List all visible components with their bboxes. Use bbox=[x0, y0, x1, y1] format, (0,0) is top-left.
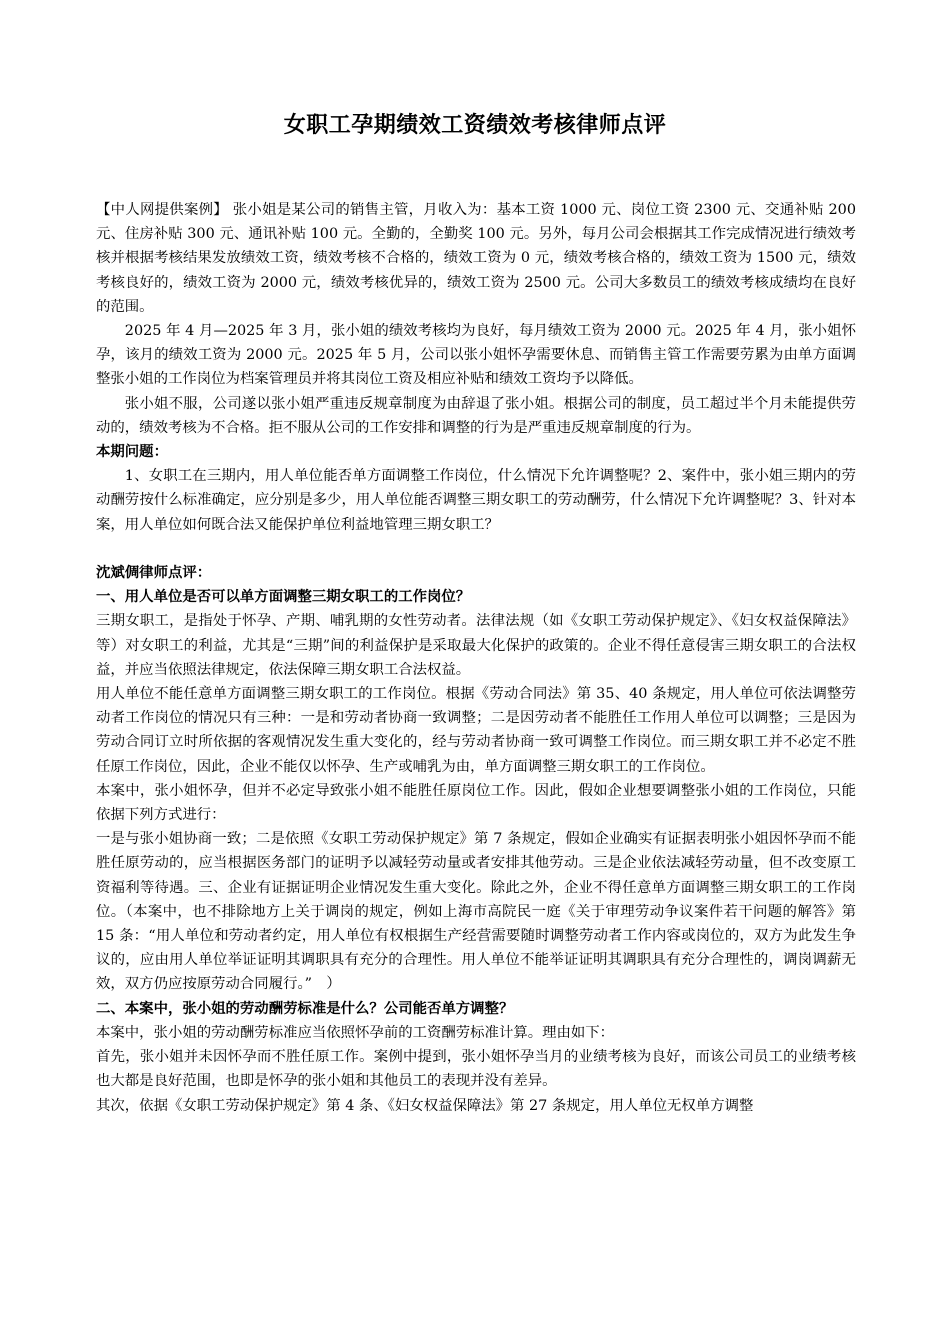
section-1-paragraph-1: 三期女职工，是指处于怀孕、产期、哺乳期的女性劳动者。法律法规（如《女职工劳动保护规定》、《妇女权益保障法》等）对女职工的利益，尤其是“三期”间的利益保护是采取最大化保护的政策的。企业不得任意侵害三期女职工的合法权益，并应当依照法律规定，依法保障三期女职工合法权益。 bbox=[96, 613, 856, 678]
section-2-paragraph-3: 其次，依据《女职工劳动保护规定》第 4 条、《妇女权益保障法》第 27 条规定，用人单位无权单方调整 bbox=[96, 1097, 754, 1114]
document-body bbox=[96, 198, 856, 1118]
section-2-paragraph-2: 首先，张小姐并未因怀孕而不胜任原工作。案例中提到，张小姐怀孕当月的业绩考核为良好，而该公司员工的业绩考核也大都是良好范围，也即是怀孕的张小姐和其他员工的表现并没有差异。 bbox=[96, 1049, 856, 1090]
section-1-paragraph-3: 本案中，张小姐怀孕，但并不必定导致张小姐不能胜任原岗位工作。因此，假如企业想要调整张小姐的工作岗位，只能依据下列方式进行： bbox=[96, 782, 856, 824]
document-title: 女职工孕期绩效工资绩效考核律师点评 bbox=[283, 112, 667, 138]
section-1-heading: 一、用人单位是否可以单方面调整三期女职工的工作岗位？ bbox=[96, 588, 471, 606]
section-1-paragraph-4: 一是与张小姐协商一致；二是依照《女职工劳动保护规定》第 7 条规定，假如企业确实有证据表明张小姐因怀孕而不能胜任原劳动的，应当根据医务部门的证明予以减轻劳动量或者安排其他劳动。三是企业依法减轻劳动量，但不改变原工资福利等待遇。三、企业有证据证明企业情况发生重大变化。除此之外，企业不得任意单方面调整三期女职工的工作岗位。（本案中，也不排除地方上关于调岗的规定，例如上海市高院民一庭《关于审理劳动争议案件若干问题的解答》第 15 条：“用人单位和劳动者约定，用人单位有权根据生产经营需要随时调整劳动者工作内容或岗位的，双方为此发生争议的，应由用人单位举证证明其调职具有充分的合理性。用人单位不能举证证明其调职具有充分合理性的，调岗调薪无效，双方仍应按原劳动合同履行。” ） bbox=[96, 831, 856, 993]
section-1-paragraph-2: 用人单位不能任意单方面调整三期女职工的工作岗位。根据《劳动合同法》第 35、40 条规定，用人单位可依法调整劳动者工作岗位的情况只有三种：一是和劳动者协商一致调整；二是因劳动者不能胜任工作用人单位可以调整；三是因为劳动合同订立时所依据的客观情况发生重大变化的，经与劳动者协商一致可调整工作岗位。而三期女职工并不必定不胜任原工作岗位，因此，企业不能仅以怀孕、生产或哺乳为由，单方面调整三期女职工的工作岗位。 bbox=[96, 686, 856, 775]
section-2-paragraph-1: 本案中，张小姐的劳动酬劳标准应当依照怀孕前的工资酬劳标准计算。理由如下： bbox=[96, 1024, 615, 1041]
review-heading: 沈斌倜律师点评： bbox=[96, 564, 212, 582]
section-spacer bbox=[96, 537, 856, 561]
case-paragraph-2: 2025 年 4 月—2025 年 3 月，张小姐的绩效考核均为良好，每月绩效工资为 2000 元。2025 年 4 月，张小姐怀孕，该月的绩效工资为 2000 元。2025 年 5 月，公司以张小姐怀孕需要休息、而销售主管工作需要劳累为由单方面调整张小姐的工作岗位为档案管理员并将其岗位工资及相应补贴和绩效工资均予以降低。 bbox=[96, 323, 856, 388]
questions-heading: 本期问题： bbox=[96, 443, 168, 461]
questions-text: 1、女职工在三期内，用人单位能否单方面调整工作岗位，什么情况下允许调整呢？2、案件中，张小姐三期内的劳动酬劳按什么标准确定，应分别是多少，用人单位能否调整三期女职工的劳动酬劳，什么情况下允许调整呢？3、针对本案，用人单位如何既合法又能保护单位利益地管理三期女职工？ bbox=[96, 468, 856, 533]
section-2-heading: 二、本案中，张小姐的劳动酬劳标准是什么？公司能否单方调整？ bbox=[96, 999, 514, 1017]
case-paragraph-1: 【中人网提供案例】 张小姐是某公司的销售主管，月收入为：基本工资 1000 元、岗位工资 2300 元、交通补贴 200 元、住房补贴 300 元、通讯补贴 100 元。全勤的，全勤奖 100 元。另外，每月公司会根据其工作完成情况进行绩效考核并根据考核结果发放绩效工资，绩效考核不合格的，绩效工资为 0 元，绩效考核合格的，绩效工资为 1500 元，绩效考核良好的，绩效工资为 2000 元，绩效考核优异的，绩效工资为 2500 元。公司大多数员工的绩效考核成绩均在良好的范围。 bbox=[96, 202, 856, 315]
case-paragraph-3: 张小姐不服，公司遂以张小姐严重违反规章制度为由辞退了张小姐。根据公司的制度，员工超过半个月未能提供劳动的，绩效考核为不合格。拒不服从公司的工作安排和调整的行为是严重违反规章制度的行为。 bbox=[96, 395, 856, 436]
